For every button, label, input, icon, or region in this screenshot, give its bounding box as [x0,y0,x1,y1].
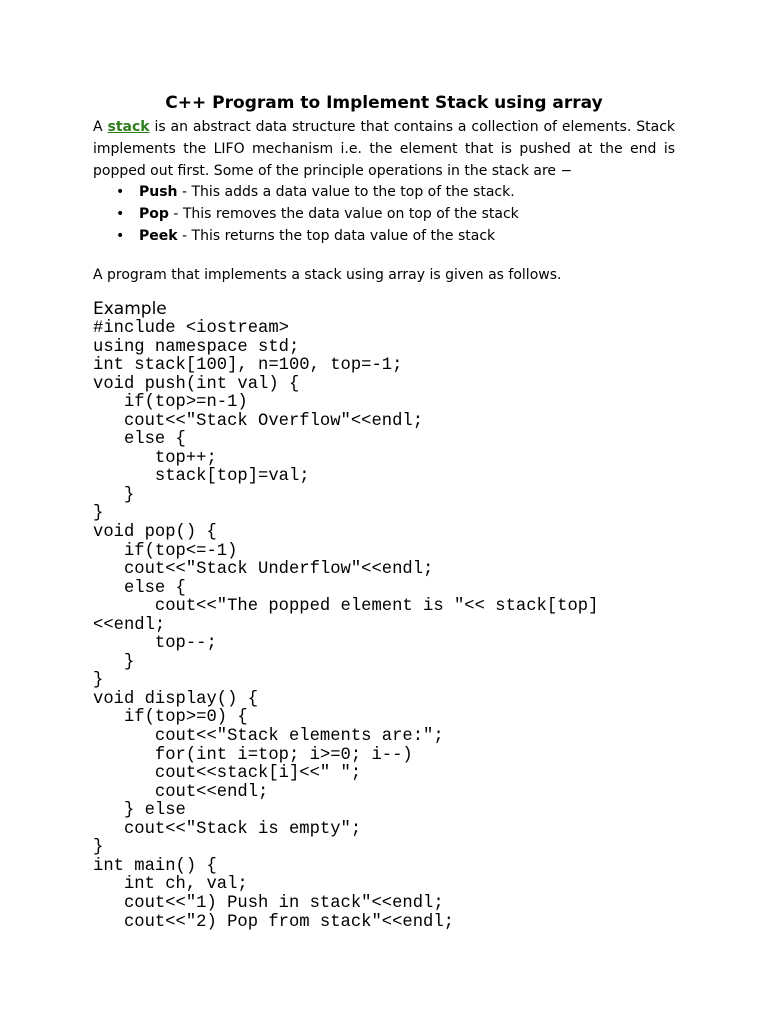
page-title: C++ Program to Implement Stack using array [165,93,603,113]
operation-desc: - This returns the top data value of the stack [177,228,496,244]
list-item [93,225,675,247]
operations-list [93,181,675,247]
stack-link[interactable]: stack [107,119,150,135]
list-item [93,181,675,203]
operation-desc: - This removes the data value on top of the stack [168,206,519,222]
operation-name: Peek [139,228,178,244]
intro-text: is an abstract data structure that contains a collection of elements. Stack implements the LIFO mechanism i.e. the element that is pushed at the end is popped out first. Some of the principle operations in the stack are − [93,119,676,179]
example-heading: Example [93,299,167,319]
operation-name: Push [139,184,178,200]
bullet-icon: • [116,184,125,200]
intro-prefix: A [93,119,108,135]
bullet-icon: • [116,206,125,222]
intro-paragraph [93,116,675,182]
list-item [93,203,675,225]
summary-text: A program that implements a stack using array is given as follows. [93,267,562,283]
operation-name: Pop [139,206,169,222]
operation-desc: - This adds a data value to the top of the stack. [177,184,515,200]
code-block: #include <iostream> using namespace std; int stack[100], n=100, top=-1; void push(int val) { if(top>=n-1) cout<<"Stack Overflow"<<endl; else { top++; stack[top]=val; } } void pop() { if(top<=-1) cout<<"Stack Underflow"<<endl; else { cout<<"The popped element is "<< stack[top] <<endl; top--; } } void display() { if(top>=0) { cout<<"Stack elements are:"; for(int i=top; i>=0; i--) cout<<stack[i]<<" "; cout<<endl; } else cout<<"Stack is empty"; } int main() { int ch, val; cout<<"1) Push in stack"<<endl; cout<<"2) Pop from stack"<<endl; [93,319,599,932]
bullet-icon: • [116,228,125,244]
